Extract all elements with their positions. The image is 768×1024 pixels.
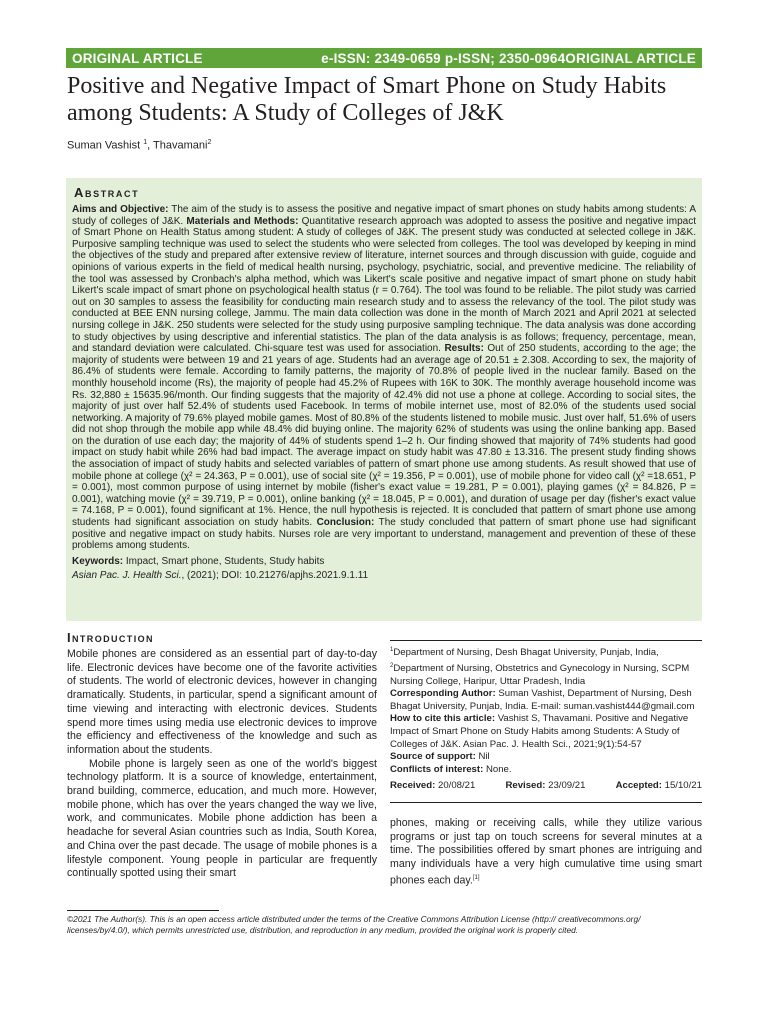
revised-label: Revised: [505,780,546,792]
reference-mark[interactable]: [1] [472,874,480,881]
affiliation-bottom-rule [390,802,702,803]
affiliation-mark: 1 [390,647,394,653]
support-text: Nil [475,751,490,763]
received-value: 20/08/21 [435,780,476,792]
author-affiliation-mark: 2 [207,139,212,146]
results-text: Out of 250 students, according to the age; the majority of students were between 19 and 21 years of age. Students had an average age of 20.51 ± 2.308. According to sex, the majority of 86.4% of students were female. According to family patterns, the majority of 70.8% of people lived in the nuclear family. Based on the monthly household income (Rs), the majority of people had 45.2% of Rupees with 16K to 30K. The monthly average household income was Rs. 32,880 ± 15635.96/month. Our finding suggests that the majority of 42.4% did not use a phone at college. According to social sites, the majority of just over half 52.4% of students used Facebook. In terms of mobile internet use, most of 82.0% of the students used social networking. A majority of 79.6% played mobile games. Most of 80.8% of the students listened to mobile music. Just over half, 51.6% of users did not shop through the mobile app while 48.4% did buying online. The majority 62% of students was using the online banking app. Based on the duration of use each day; the majority of 44% of students spend 1–2 h. Our finding showed that majority of 74% students had good impact on study habit while 26% had bad impact. The average impact on study habit was 47.80 ± 13.316. The present study finding shows the association of impact of study habits and selected variables of pattern of smart phone use among students. As result showed that use of mobile phone at college (χ² = 24.363, P = 0.001), use of social site (χ² = 19.356, P = 0.001), use of mobile phone for video call (χ² =18.651, P = 0.001), most common purpose of using internet by mobile (fisher's exact value = 19.281, P = 0.001), playing games (χ² = 84.826, P = 0.001), watching movie (χ² = 39.719, P = 0.001), online banking (χ² = 18.045, P = 0.001), and duration of usage per day (fisher's exact value = 74.168, P = 0.001), found significant at 1%. Hence, the null hypothesis is rejected. It is concluded that pattern of smart phone use among students had significant association on study habits. [72,343,696,529]
intro-paragraph: Mobile phone is largely seen as one of the world's biggest technology platform. It is a source of knowledge, entertainment, brand building, commerce, education, and much more. However, mobile phone, which has over the years changed the way we live, work, and communicates. Mobile phone addiction has been a headache for several Asian countries such as India, South Korea, and China over the past decade. The usage of mobile phones is a lifestyle component. Young people in particular are frequently continually spotted using their smart [67,757,377,880]
support-label: Source of support: [390,751,476,763]
journal-name: Asian Pac. J. Health Sci. [72,569,182,581]
received-date [390,780,475,793]
footer-rule [67,910,219,911]
affiliation-text: Department of Nursing, Desh Bhagat University, Punjab, India, [393,647,659,659]
article-type-banner [66,48,702,68]
methods-label: Materials and Methods: [186,215,299,227]
accepted-label: Accepted: [615,780,662,792]
conclusion-text: The study concluded that pattern of smart phone use had significant positive and negative impact on study habits. Nurses role are very important to understand, management and prevention of these of these problems among students. [72,517,697,552]
affiliation-box [390,640,702,793]
affiliation-text: Department of Nursing, Obstetrics and Gynecology in Nursing, SCPM Nursing College, Haripur, Uttar Pradesh, India [390,662,690,687]
introduction-right-column [390,817,702,888]
intro-paragraph [390,817,702,888]
issn-label: e-ISSN: 2349-0659 p-ISSN; 2350-0964ORIGINAL ARTICLE [321,50,696,66]
affiliation-mark: 2 [390,662,394,669]
abstract-section [66,178,702,621]
intro-paragraph-text: phones, making or receiving calls, while they utilize various programs or just tap on touch screens for several minutes at a time. The possibilities offered by smart phones are intriguing and many individuals have a very high cumulative time using smart phones each day. [390,817,702,887]
how-to-cite-label: How to cite this article: [390,713,496,725]
corresponding-author [390,688,702,713]
corresponding-author-text: Suman Vashist, Department of Nursing, Desh Bhagat University, Punjab, India. E-mail: suman.vashist444@gmail.com [390,688,695,712]
author-name: Suman Vashist [67,139,144,152]
journal-citation [72,570,696,581]
revised-date [505,780,585,793]
author-list [67,139,211,152]
keywords-label: Keywords: [72,555,124,567]
article-title: Positive and Negative Impact of Smart Phone on Study Habits among Students: A Study of Colleges of J&K [67,73,667,126]
how-to-cite-text: Vashist S, Thavamani. Positive and Negative Impact of Smart Phone on Study Habits among Students: A Study of Colleges of J&K. Asian Pac. J. Health Sci., 2021;9(1):54-57 [390,713,689,750]
aims-text: The aim of the study is to assess the positive and negative impact of smart phones on study habits among students: A study of colleges of J&K. [72,204,697,227]
author-affiliation-mark: 1 [143,139,148,146]
conclusion-label: Conclusion: [316,517,375,529]
article-dates [390,778,702,793]
doi-text: , (2021); DOI: 10.21276/apjhs.2021.9.1.11 [181,569,369,581]
introduction-left-column [67,648,377,881]
intro-paragraph: Mobile phones are considered as an essential part of day-to-day life. Electronic devices have become one of the favorite activities of students. The world of electronic devices, however in changing dramatically. Students, in particular, spend a significant amount of time viewing and interacting with electronic devices. Students spend more times using media use electronic devices to improve the efficiency and effectiveness of the knowledge and such as information about the students. [67,648,377,756]
conflicts-of-interest [390,764,702,777]
aims-label: Aims and Objective: [72,204,169,215]
introduction-heading: Introduction [67,630,154,645]
keywords [72,556,696,567]
affiliation-2 [390,660,702,688]
affiliation-1 [390,644,702,660]
keywords-text: Impact, Smart phone, Students, Study habits [123,555,325,567]
received-label: Received: [390,780,436,792]
article-type-label: ORIGINAL ARTICLE [72,50,203,66]
author-name: , Thavamani [147,139,208,152]
corresponding-author-label: Corresponding Author: [390,688,496,700]
conflict-text: None. [483,763,512,775]
source-of-support [390,751,702,764]
revised-value: 23/09/21 [545,780,586,792]
results-label: Results: [444,343,484,355]
abstract-body [72,204,696,552]
accepted-value: 15/10/21 [661,780,702,792]
methods-text: Quantitative research approach was adopted to assess the positive and negative impact of Smart Phone on Health Status among student: A study of colleges of J&K. The present study was conducted at selected college in J&K. Purposive sampling technique was used to select the students who were selected from colleges. The tool was developed by keeping in mind the objectives of the study and prepared after extensive review of literature, internet sources and through discussion with guide, coguide and opinions of various experts in the field of medical health nursing, psychology, psychiatric, social, and preventive medicine. The reliability of the tool was assessed by Cronbach's alpha method, which was Likert's scale positive and negative impact of smart phone on study habit Likert's scale impact of smart phone on psychological health status (r = 0.764). The tool was found to be reliable. The pilot study was carried out on 30 samples to assess the feasibility for conducting main research study and to assess the relevancy of the tool. The pilot study was conducted at BEE ENN nursing college, Jammu. The main data collection was done in the month of March 2021 and April 2021 at selected nursing college in J&K. 250 students were selected for the study using purposive sampling technique. The data analysis was done according to study objectives by using descriptive and inferential statistics. The plan of the data analysis is as follows; frequency, percentage, mean, and standard deviation were calculated. Chi-square test was used for association. [72,215,696,355]
how-to-cite [390,713,702,751]
conflict-label: Conflicts of interest: [390,763,484,775]
license-footer: ©2021 The Author(s). This is an open access article distributed under the terms of the Creative Commons Attribution License (http:// creativecommons.org/ licenses/by/4.0/), which permits unrestricted use, distribution, and reproduction in any medium, provided the original work is properly cited. [67,914,641,935]
accepted-date [616,780,702,793]
abstract-heading: Abstract [74,185,140,200]
